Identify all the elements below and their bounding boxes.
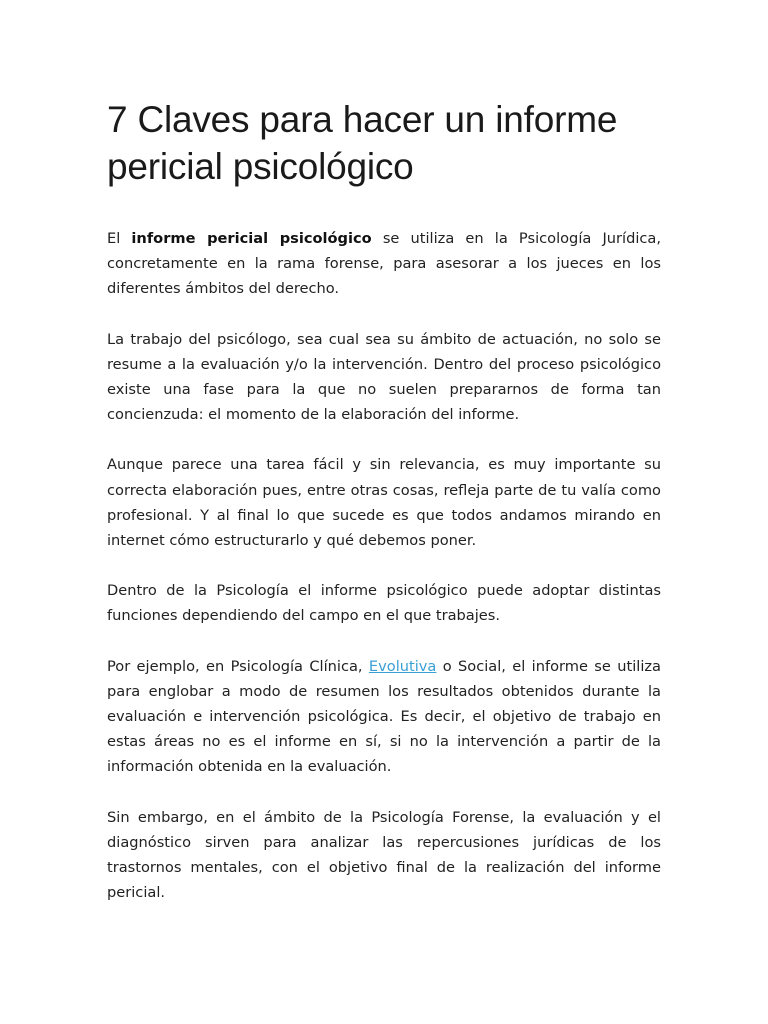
paragraph-intro-post: se utiliza en la Psicología Jurídica, concretamente en la rama forense, para asesorar a los jueces en los diferentes ámbitos del derecho. [107,230,661,298]
page-title: 7 Claves para hacer un informe pericial psicológico [107,99,618,187]
bold-term: informe pericial psicológico [131,230,372,247]
paragraph-5 [107,654,661,780]
paragraph-intro-pre: El [107,230,132,247]
paragraph-5-pre: Por ejemplo, en Psicología Clínica, [107,657,369,675]
paragraph-6: Sin embargo, en el ámbito de la Psicología Forense, la evaluación y el diagnóstico sirven para analizar las repercusiones jurídicas de los trastornos mentales, con el objetivo final de la realización del informe pericial. [107,808,661,902]
paragraph-3: Aunque parece una tarea fácil y sin relevancia, es muy importante su correcta elaboración pues, entre otras cosas, refleja parte de tu valía como profesional. Y al final lo que sucede es que todos andamos mirando en internet cómo estructurarlo y qué debemos poner. [107,456,661,550]
paragraph-4: Dentro de la Psicología el informe psicológico puede adoptar distintas funciones dependiendo del campo en el que trabajes. [107,582,661,625]
paragraph-intro [107,226,661,302]
paragraph-5-post: o Social, el informe se utiliza para englobar a modo de resumen los resultados obtenidos durante la evaluación e intervención psicológica. Es decir, el objetivo de trabajo en estas áreas no es el informe en sí, si no la intervención a partir de la información obtenida en la evaluación. [107,657,661,776]
paragraph-2: La trabajo del psicólogo, sea cual sea su ámbito de actuación, no solo se resume a la evaluación y/o la intervención. Dentro del proceso psicológico existe una fase para la que no suelen prepararnos de forma tan concienzuda: el momento de la elaboración del informe. [107,330,661,424]
document-page [107,96,661,930]
evolutiva-link[interactable]: Evolutiva [368,657,437,675]
